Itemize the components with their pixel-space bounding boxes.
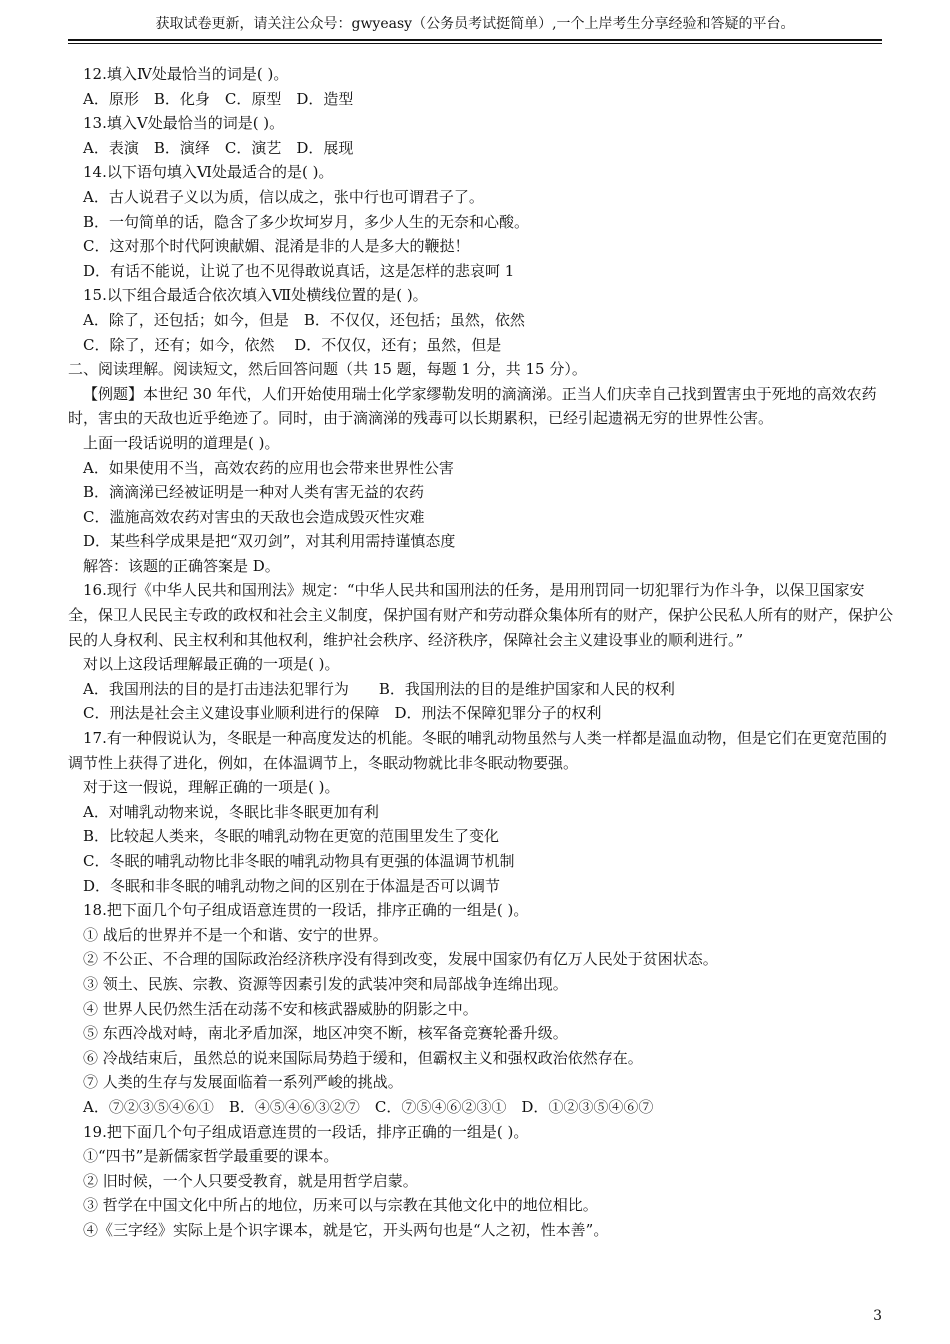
page-header: 获取试卷更新，请关注公众号：gwyeasy（公务员考试挺简单）,一个上岸考生分享经验和答疑的平台。: [155, 16, 795, 32]
text-line: ④ 世界人民仍然生活在动荡不安和核武器威胁的阴影之中。: [83, 999, 478, 1018]
text-line: 上面一段话说明的道理是( )。: [83, 433, 280, 452]
text-line: 15.以下组合最适合依次填入Ⅶ处横线位置的是( )。: [83, 286, 428, 305]
text-line: A．除了，还包括；如今，但是 B．不仅仅，还包括；虽然，依然: [83, 310, 525, 329]
text-line: 18.把下面几个句子组成语意连贯的一段话，排序正确的一组是( )。: [83, 901, 529, 920]
text-line: C．滥施高效农药对害虫的天敌也会造成毁灭性灾难: [83, 507, 425, 526]
text-line: A．原形 B．化身 C．原型 D．造型: [83, 89, 354, 108]
text-line: 16.现行《中华人民共和国刑法》规定：“中华人民共和国刑法的任务，是用刑罚同一切犯罪行为作斗争，以保卫国家安全，保卫人民民主专政的政权和社会主义制度，保护国有财产和劳动群众集体所有的财产，保护公民私人所有的财产，保护公民的人身权利、民主权利和其他权利，维护社会秩序、经济秩序，保障社会主义建设事业的顺利进行。”: [68, 581, 894, 649]
text-line: B．滴滴涕已经被证明是一种对人类有害无益的农药: [83, 483, 425, 502]
text-line: A．⑦②③⑤④⑥① B．④⑤④⑥③②⑦ C．⑦⑤④⑥②③① D．①②③⑤④⑥⑦: [83, 1097, 654, 1116]
text-line: ② 旧时候，一个人只要受教育，就是用哲学启蒙。: [83, 1171, 418, 1190]
text-line: A．我国刑法的目的是打击违法犯罪行为 B．我国刑法的目的是维护国家和人民的权利: [83, 679, 675, 698]
text-line: D．有话不能说，让说了也不见得敢说真话，这是怎样的悲哀呵 1: [83, 261, 515, 280]
text-line: A．古人说君子义以为质，信以成之，张中行也可谓君子了。: [83, 187, 484, 206]
text-line: ⑥ 冷战结束后，虽然总的说来国际局势趋于缓和，但霸权主义和强权政治依然存在。: [83, 1048, 643, 1067]
text-line: ⑤ 东西冷战对峙，南北矛盾加深，地区冲突不断，核军备竞赛轮番升级。: [83, 1024, 568, 1043]
text-line: ① 战后的世界并不是一个和谐、安宁的世界。: [83, 925, 388, 944]
page-number: 3: [873, 1308, 882, 1324]
header-rule-thin: [68, 43, 882, 44]
header-rule-thick: [68, 39, 882, 41]
text-line: 19.把下面几个句子组成语意连贯的一段话，排序正确的一组是( )。: [83, 1122, 529, 1141]
text-line: ⑦ 人类的生存与发展面临着一系列严峻的挑战。: [83, 1073, 403, 1092]
text-line: 对于这一假说，理解正确的一项是( )。: [83, 778, 340, 797]
text-line: 14.以下语句填入Ⅵ处最适合的是( )。: [83, 163, 334, 182]
text-line: C．刑法是社会主义建设事业顺利进行的保障 D．刑法不保障犯罪分子的权利: [83, 704, 602, 723]
text-line: C．除了，还有；如今，依然 D．不仅仅，还有；虽然，但是: [83, 335, 502, 354]
text-line: ② 不公正、不合理的国际政治经济秩序没有得到改变，发展中国家仍有亿万人民处于贫困状态。: [83, 950, 718, 969]
text-line: 13.填入Ⅴ处最恰当的词是( )。: [83, 114, 285, 133]
text-line: A．表演 B．演绎 C．演艺 D．展现: [83, 138, 354, 157]
text-line: C．冬眠的哺乳动物比非冬眠的哺乳动物具有更强的体温调节机制: [83, 852, 515, 870]
text-line: 17.有一种假说认为，冬眠是一种高度发达的机能。冬眠的哺乳动物虽然与人类一样都是温血动物，但是它们在更宽范围的调节性上获得了进化，例如，在体温调节上，冬眠动物就比非冬眠动物要强。: [68, 729, 887, 772]
text-line: 12.填入Ⅳ处最恰当的词是( )。: [83, 65, 289, 83]
text-line: D．某些科学成果是把“双刃剑”，对其利用需持谨慎态度: [83, 532, 456, 551]
text-line: ④《三字经》实际上是个识字课本，就是它，开头两句也是“人之初，性本善”。: [83, 1220, 609, 1239]
text-line: D．冬眠和非冬眠的哺乳动物之间的区别在于体温是否可以调节: [83, 876, 501, 895]
text-line: C．这对那个时代阿谀献媚、混淆是非的人是多大的鞭挞！: [83, 237, 470, 256]
text-line: 对以上这段话理解最正确的一项是( )。: [83, 655, 340, 674]
text-line: ③ 领土、民族、宗教、资源等因素引发的武装冲突和局部战争连绵出现。: [83, 974, 568, 993]
text-line: 【例题】本世纪 30 年代，人们开始使用瑞士化学家缪勒发明的滴滴涕。正当人们庆幸自己找到置害虫于死地的高效农药时，害虫的天敌也近乎绝迹了。同时，由于滴滴涕的残毒可以长期累积，已经引起遗祸无穷的世界性公害。: [68, 384, 877, 428]
text-line: A．对哺乳动物来说，冬眠比非冬眠更加有利: [83, 802, 379, 821]
document-body: [68, 62, 894, 1243]
text-line: B．一句简单的话，隐含了多少坎坷岁月，多少人生的无奈和心酸。: [83, 212, 530, 231]
text-line: ③ 哲学在中国文化中所占的地位，历来可以与宗教在其他文化中的地位相比。: [83, 1196, 598, 1215]
text-line: A．如果使用不当，高效农药的应用也会带来世界性公害: [83, 458, 454, 477]
text-line: 二、阅读理解。阅读短文，然后回答问题（共 15 题，每题 1 分，共 15 分）。: [68, 360, 587, 379]
text-line: B．比较起人类来，冬眠的哺乳动物在更宽的范围里发生了变化: [83, 827, 500, 846]
text-line: 解答：该题的正确答案是 D。: [83, 556, 280, 575]
text-line: ①“四书”是新儒家哲学最重要的课本。: [83, 1147, 339, 1166]
